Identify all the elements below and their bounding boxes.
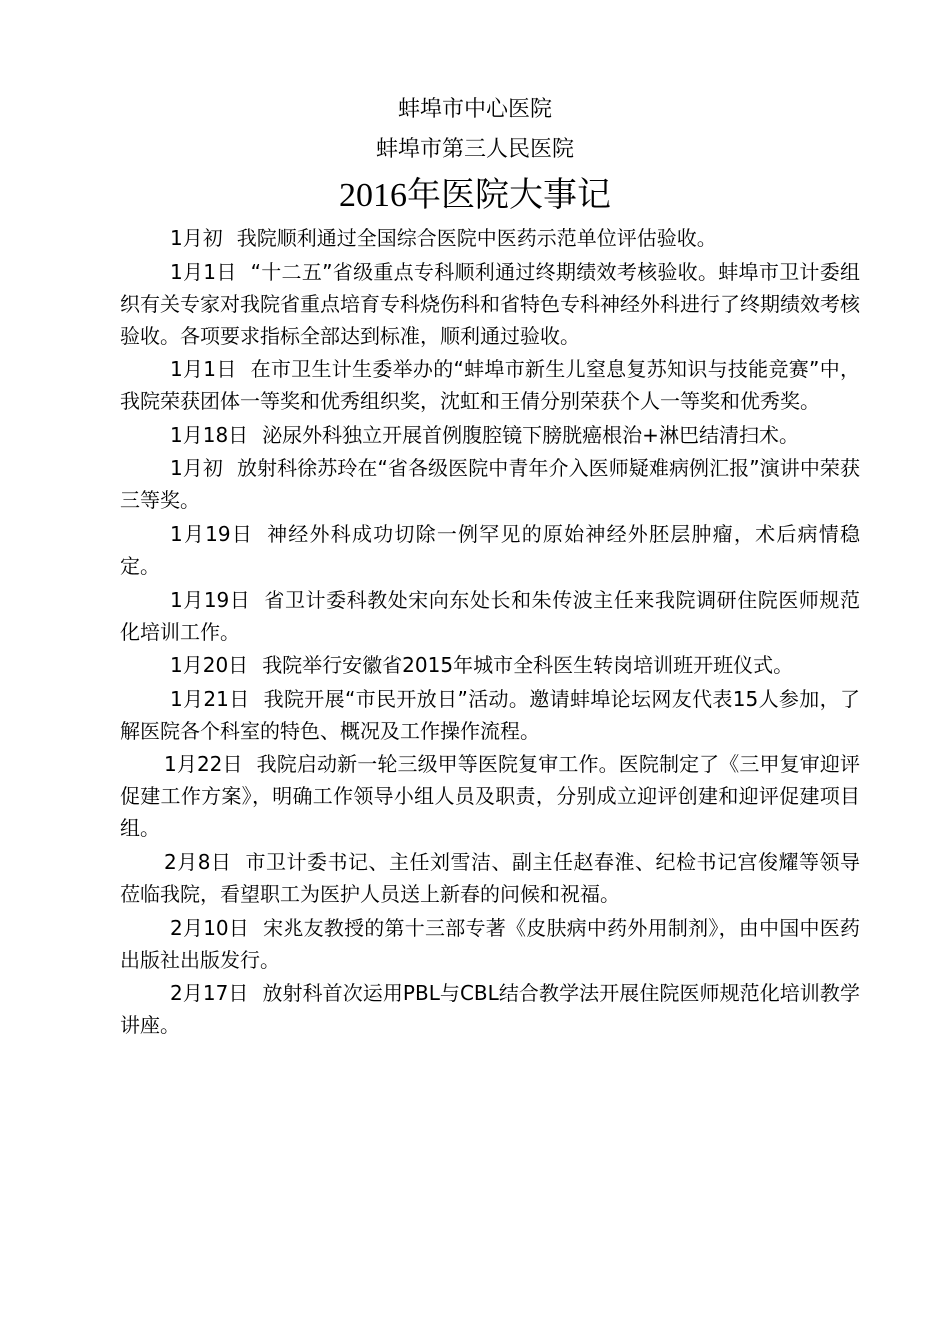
event-text: 放射科徐苏玲在“省各级医院中青年介入医师疑难病例汇报”演讲中荣获三等奖。 <box>120 456 860 513</box>
event-entry <box>120 222 860 254</box>
event-entry <box>120 912 860 976</box>
event-date: 1月19日 <box>170 521 254 546</box>
event-text: 我院顺利通过全国综合医院中医药示范单位评估验收。 <box>236 226 717 250</box>
hospital-alt-name: 蚌埠市第三人民医院 <box>375 137 574 162</box>
event-entry <box>120 846 860 910</box>
event-text: 我院举行安徽省2015年城市全科医生转岗培训班开班仪式。 <box>262 653 794 678</box>
event-date: 1月1日 <box>170 357 237 382</box>
event-date: 1月22日 <box>164 752 243 777</box>
event-text: 省卫计委科教处宋向东处长和朱传波主任来我院调研住院医师规范化培训工作。 <box>120 587 860 644</box>
event-entry <box>120 419 860 451</box>
event-entry <box>120 256 860 352</box>
event-text: 泌尿外科独立开展首例腹腔镜下膀胱癌根治+淋巴结清扫术。 <box>262 422 799 447</box>
event-date: 2月10日 <box>170 915 250 940</box>
hospital-name: 蚌埠市中心医院 <box>397 97 552 122</box>
event-date: 1月初 <box>170 226 223 250</box>
event-text: 神经外科成功切除一例罕见的原始神经外胚层肿瘤，术后病情稳定。 <box>120 521 860 578</box>
event-entry <box>120 977 860 1041</box>
event-entry <box>120 584 860 648</box>
event-date: 1月20日 <box>170 653 249 678</box>
event-date: 1月1日 <box>170 259 237 284</box>
event-text: 宋兆友教授的第十三部专著《皮肤病中药外用制剂》，由中国中医药出版社出版发行。 <box>120 915 860 972</box>
event-entry <box>120 452 860 516</box>
event-entry <box>120 683 860 747</box>
event-date: 1月18日 <box>170 422 249 447</box>
event-date: 1月19日 <box>170 587 251 612</box>
event-date: 2月17日 <box>170 981 249 1006</box>
document-title <box>0 172 950 219</box>
event-entry <box>120 353 860 417</box>
event-entry <box>120 518 860 582</box>
event-text: 我院开展“市民开放日”活动。邀请蚌埠论坛网友代表15人参加，了解医院各个科室的特色、概况及工作操作流程。 <box>120 686 860 743</box>
event-text: 市卫计委书记、主任刘雪洁、副主任赵春淮、纪检书记宫俊耀等领导莅临我院，看望职工为医护人员送上新春的问候和祝福。 <box>120 849 861 906</box>
event-entry <box>120 748 860 844</box>
events-list <box>120 222 860 1043</box>
event-date: 1月初 <box>170 456 223 481</box>
event-text: “十二五”省级重点专科顺利通过终期绩效考核验收。蚌埠市卫计委组织有关专家对我院省重点培育专科烧伤科和省特色专科神经外科进行了终期绩效考核验收。各项要求指标全部达到标准，顺利通过验收。 <box>120 259 860 348</box>
event-text: 在市卫生计生委举办的“蚌埠市新生儿窒息复苏知识与技能竞赛”中，我院荣获团体一等奖和优秀组织奖，沈虹和王倩分别荣获个人一等奖和优秀奖。 <box>120 357 860 414</box>
event-date: 1月21日 <box>170 686 250 711</box>
event-date: 2月8日 <box>164 849 232 874</box>
event-text: 放射科首次运用PBL与CBL结合教学法开展住院医师规范化培训教学讲座。 <box>120 981 860 1038</box>
event-entry <box>120 649 860 681</box>
title-text: 年医院大事记 <box>407 175 611 215</box>
event-text: 我院启动新一轮三级甲等医院复审工作。医院制定了《三甲复审迎评促建工作方案》，明确工作领导小组人员及职责，分别成立迎评创建和迎评促建项目组。 <box>120 752 860 841</box>
title-year: 2016 <box>339 177 407 214</box>
